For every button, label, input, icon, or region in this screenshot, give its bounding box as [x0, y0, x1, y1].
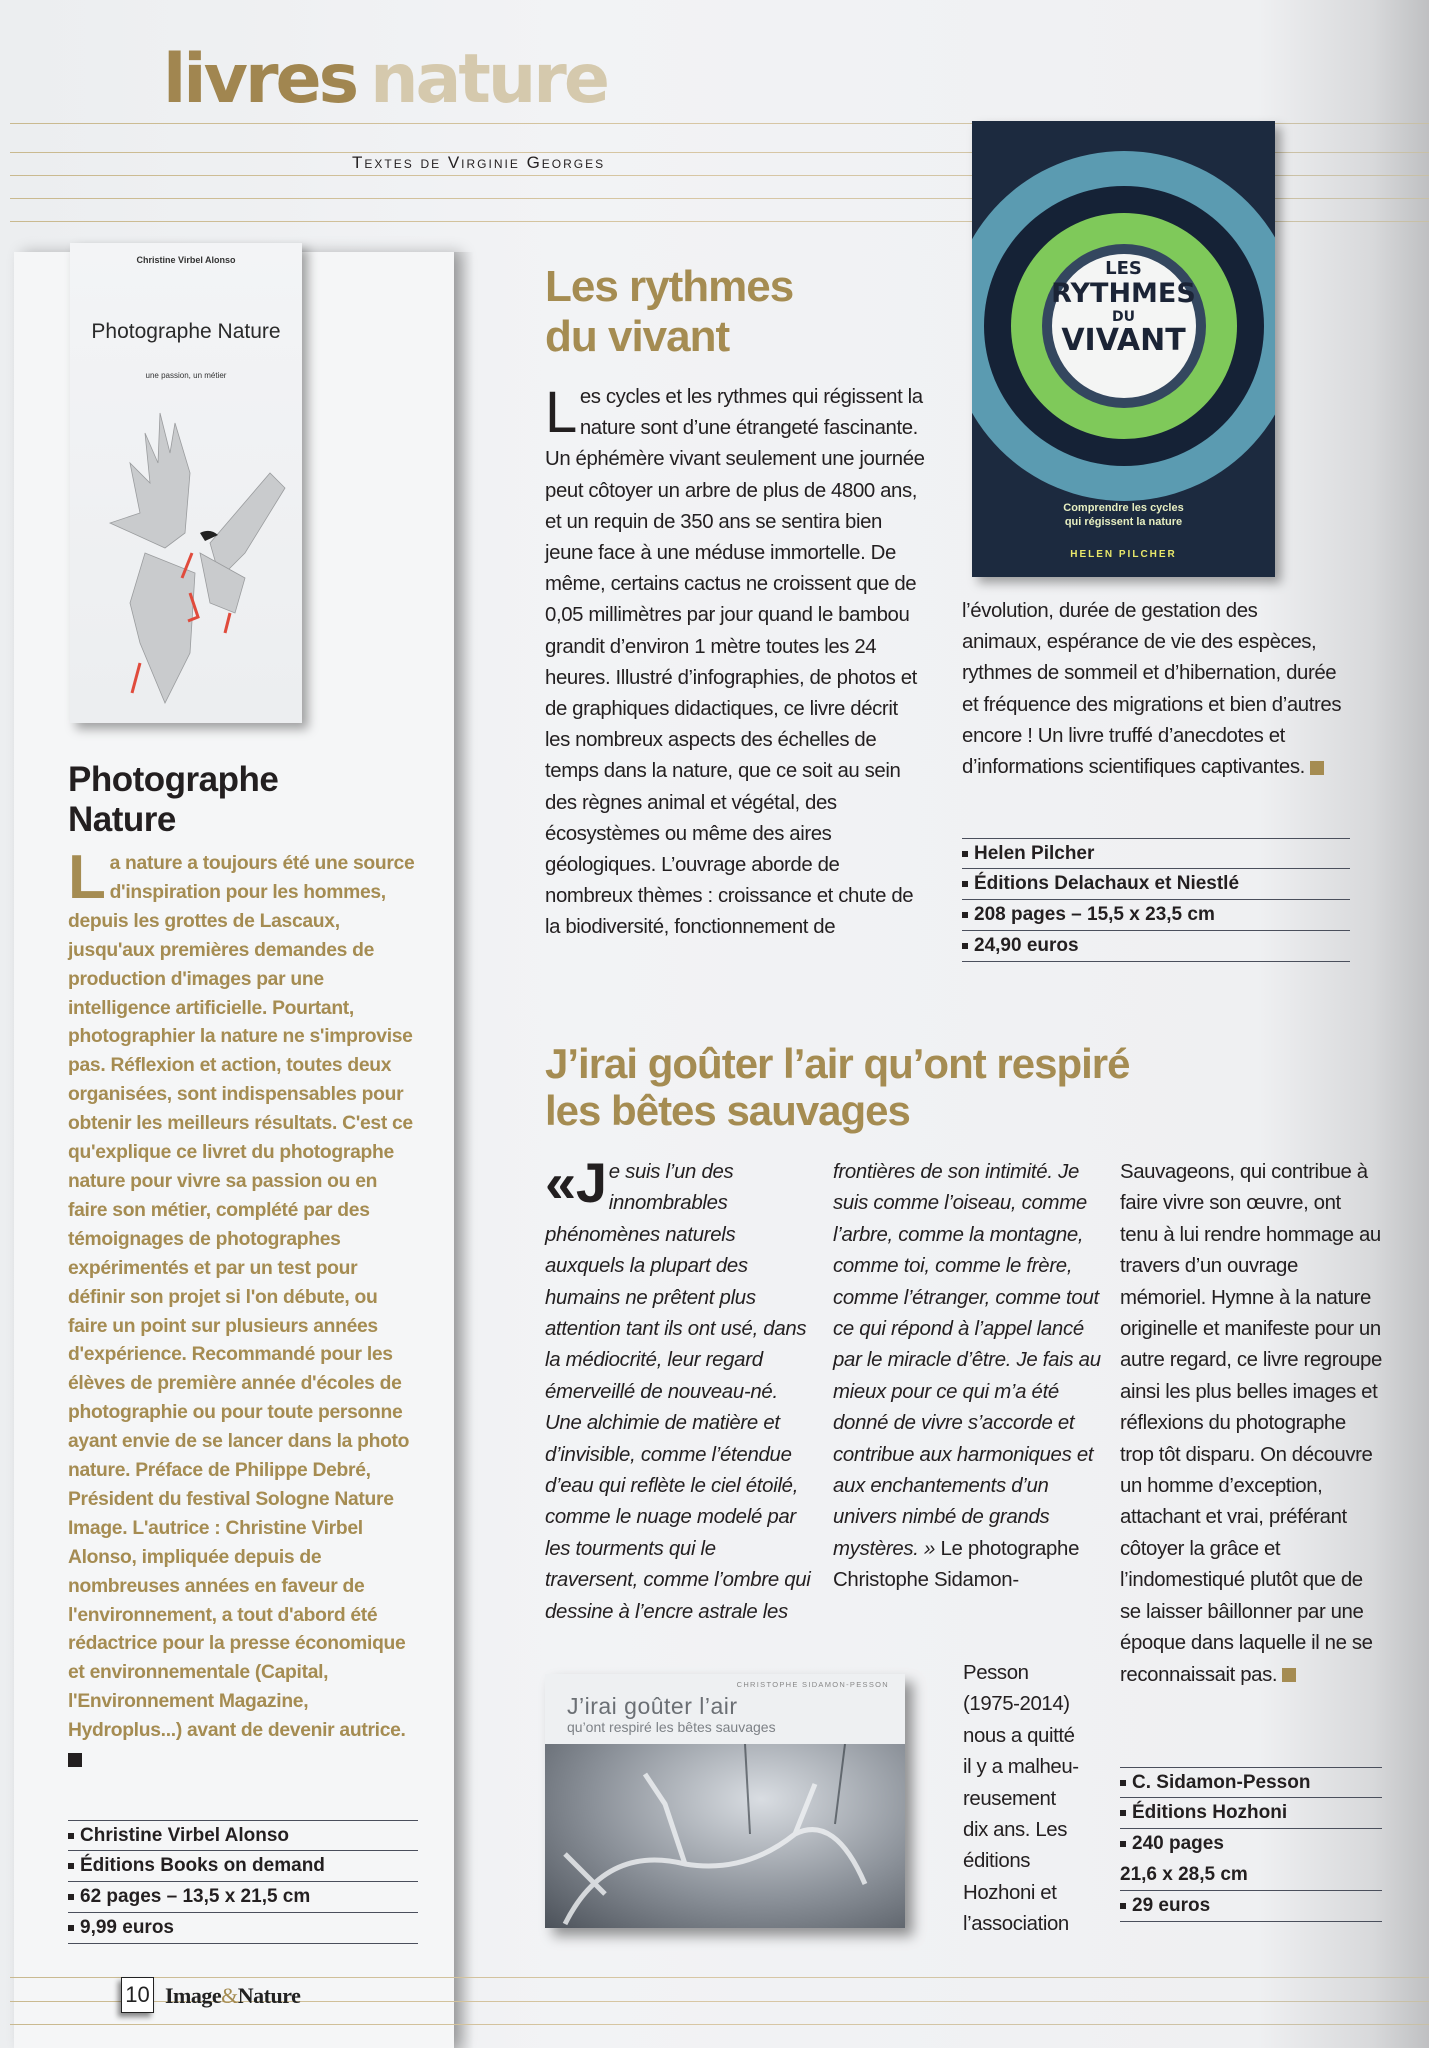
cover-title-line: RYTHMES [1051, 278, 1196, 309]
info-text: Éditions Hozhoni [1132, 1802, 1288, 1823]
article3-heading [545, 1040, 1129, 1134]
article3-col2-text: Le photographe Christophe Sidamon- [833, 1537, 1080, 1592]
bullet-icon [1120, 1780, 1126, 1786]
info-price [1120, 1891, 1382, 1922]
cover-title-line: LES [1105, 258, 1142, 279]
info-text: 240 pages [1132, 1833, 1224, 1854]
section-title-nature: nature [370, 40, 607, 119]
cover-title: J’irai goûter l’air [567, 1693, 738, 1719]
article2-col1-text: es cycles et les rythmes qui régissent la nature sont d’une étrangeté fascinante. Un éphémère vivant seulement une journée peut côtoyer un arbre de plus de 4800 ans, et un requin de 350 ans se sentira bien jeune face à une méduse immortelle. De même, certains cactus ne croissent que de 0,05 millimètres par jour quand le bambou grandit d’environ 1 mètre toutes les 24 heures. Illustré d’infographies, de photos et de graphiques didactiques, ce livre décrit les nombreux aspects des échelles de temps dans la nature, que ce soit au sein des règnes animal et végétal, des écosystèmes ou même des aires géologiques. L’ouvrage aborde de nombreux thèmes : croissance et chute de la biodiversité, fonctionnement de [545, 386, 925, 939]
article2-col2-text: l’évolution, durée de gestation des animaux, espérance de vie des espèces, rythmes de sommeil et d’hibernation, durée et fréquence des migrations et bien d’autres encore ! Un livre truffé d’anecdotes et d’informations scientifiques captivantes. [962, 600, 1342, 779]
book-cover-photographe-nature [70, 243, 302, 723]
info-dimensions [1120, 1860, 1382, 1891]
info-text: 21,6 x 28,5 cm [1120, 1864, 1248, 1885]
article1-body-text: a nature a toujours été une source d'inspiration pour les hommes, depuis les grottes de Lascaux, jusqu'aux premières demandes de production d'images par une intelligence artificielle. Pourtant, photographier la nature ne s'improvise pas. Réflexion et action, toutes deux organisées, sont indispensables pour obtenir les meilleurs résultats. C'est ce qu'explique ce livret du photographe nature pour vivre sa passion ou en faire son métier, complété par des témoignages de photographes expérimentés et par un test pour définir son projet si l'on débute, ou faire un point sur plusieurs années d'expérience. Recommandé pour les élèves de première année d'écoles de photographie ou pour toute personne ayant envie de se lancer dans la photo nature. Préface de Philippe Debré, Président du festival Sologne Nature Image. L'autrice : Christine Virbel Alonso, impliquée depuis de nombreuses années en faveur de l'environnement, a tout d'abord été rédactrice pour la presse économique et environnementale (Capital, l'Environnement Magazine, Hydroplus...) avant de devenir autrice. [68, 853, 415, 1742]
end-mark-icon [1282, 1668, 1296, 1682]
text-line: Hozhoni et [963, 1881, 1057, 1904]
cover-tagline: qui régissent la nature [1064, 516, 1183, 528]
info-publisher [1120, 1798, 1382, 1829]
panel-shadow [454, 252, 474, 2048]
text-line: éditions [963, 1850, 1031, 1873]
info-text: Éditions Books on demand [80, 1855, 325, 1876]
article3-col3-text: Sauvageons, qui contribue à faire vivre son œuvre, ont tenu à lui rendre hommage au travers d’un ouvrage mémoriel. Hymne à la nature originelle et manifeste pour un autre regard, ce livre regroupe ainsi les plus belles images et réflexions du photographe trop tôt disparu. On découvre un homme d’exception, attachant et vrai, préférant côtoyer la grâce et l’indomestiqué plutôt que de se laisser bâillonner par une époque dans laquelle il ne se reconnaissait pas. [1120, 1161, 1382, 1686]
cover-title-line: VIVANT [1061, 323, 1186, 358]
text-line: Pesson [963, 1662, 1029, 1684]
book-cover-rythmes-du-vivant [972, 121, 1275, 577]
text-line: reusement [963, 1787, 1056, 1810]
text-line: dix ans. Les [963, 1819, 1068, 1842]
text-line: l’association [963, 1913, 1069, 1936]
bullet-icon [1120, 1810, 1126, 1816]
cover-tagline: Comprendre les cycles [1063, 502, 1184, 514]
end-mark-icon [1310, 761, 1324, 775]
article2-body-col1 [545, 382, 927, 944]
info-publisher [962, 869, 1350, 900]
text-line: il y a malheu- [963, 1756, 1079, 1779]
article1-heading [68, 760, 278, 840]
info-author [68, 1820, 418, 1851]
article3-col1-text: e suis l’un des innombrables phénomènes naturels auxquels la plupart des humains ne prêtent plus attention tant ils ont usé, dans la médiocrité, leur regard émerveillé de nouveau-né. Une alchimie de matière et d’invisible, comme l’étendue d’eau qui reflète le ciel étoilé, comme le nuage modelé par les tourments qui le traversent, comme l’ombre qui dessine à l’encre astrale les [545, 1161, 811, 1623]
quote-glyph: « [545, 1151, 576, 1214]
section-title [163, 40, 607, 119]
cover-author: CHRISTOPHE SIDAMON-PESSON [736, 1680, 889, 1689]
heading-line: Nature [68, 800, 176, 839]
cover-title-line: DU [1112, 309, 1135, 325]
bullet-icon [68, 1863, 74, 1869]
bullet-icon [962, 851, 968, 857]
info-text: 62 pages – 13,5 x 21,5 cm [80, 1886, 311, 1907]
bullet-icon [1120, 1903, 1126, 1909]
info-text: C. Sidamon-Pesson [1132, 1772, 1311, 1793]
dropcap: L [545, 380, 577, 445]
info-text: 29 euros [1132, 1895, 1211, 1916]
info-price [962, 931, 1350, 962]
bullet-icon [68, 1925, 74, 1931]
article3-info-box [1120, 1767, 1382, 1922]
info-pages [68, 1882, 418, 1913]
dropcap: J [575, 1151, 607, 1214]
info-text: Helen Pilcher [974, 843, 1095, 864]
text-line: nous a quitté [963, 1724, 1075, 1747]
article3-col3 [1120, 1157, 1382, 1691]
magazine-ampersand: & [221, 1983, 238, 2008]
end-mark-icon [68, 1753, 82, 1767]
cover-author: HELEN PILCHER [1070, 549, 1177, 560]
bullet-icon [962, 912, 968, 918]
forest-photo-image [545, 1744, 905, 1928]
page-number: 10 [121, 1977, 154, 2013]
cover-subtitle: une passion, un métier [145, 371, 227, 380]
heading-line: les bêtes sauvages [545, 1087, 910, 1134]
article2-heading [545, 262, 793, 362]
byline: Textes de Virginie Georges [352, 153, 606, 172]
article3-col2 [833, 1157, 1105, 1597]
terns-illustration-icon [70, 403, 302, 723]
info-pages [1120, 1829, 1382, 1860]
book-cover-jirai-gouter-lair [545, 1674, 905, 1928]
dropcap: L [68, 843, 106, 912]
bullet-icon [68, 1894, 74, 1900]
info-text: 9,99 euros [80, 1917, 174, 1938]
magazine-name-part: Nature [237, 1983, 301, 2008]
info-text: Éditions Delachaux et Niestlé [974, 873, 1240, 894]
text-line: (1975-2014) [963, 1693, 1070, 1716]
cover-author: Christine Virbel Alonso [136, 255, 236, 265]
magazine-name [165, 1983, 300, 2009]
cover-title: Photographe Nature [91, 320, 281, 343]
article1-info-box [68, 1820, 418, 1944]
article3-col1 [545, 1151, 813, 1628]
info-price [68, 1913, 418, 1944]
info-author [1120, 1767, 1382, 1798]
bullet-icon [962, 881, 968, 887]
article1-body [68, 843, 416, 1775]
info-text: Christine Virbel Alonso [80, 1825, 290, 1846]
section-title-livres: livres [163, 40, 357, 119]
info-text: 208 pages – 15,5 x 23,5 cm [974, 904, 1215, 925]
article3-col2-narrow [963, 1658, 1083, 1941]
magazine-name-part: Image [165, 1983, 222, 2008]
info-publisher [68, 1851, 418, 1882]
info-pages [962, 900, 1350, 931]
cover-subtitle: qu’ont respiré les bêtes sauvages [567, 1719, 776, 1735]
bullet-icon [962, 943, 968, 949]
heading-line: Les rythmes [545, 262, 794, 311]
fallen-tree-icon [545, 1744, 905, 1928]
bullet-icon [1120, 1841, 1126, 1847]
article3-col2-italic-text: frontières de son intimité. Je suis comme l’oiseau, comme l’arbre, comme la montagne, comme toi, comme le frère, comme l’étranger, comme tout ce qui répond à l’appel lancé par le miracle d’être. Je fais au mieux pour ce qui m’a été donné de vivre s’accorde et contribue aux harmoniques et aux enchantements d’un univers nimbé de grands mystères. » [833, 1161, 1101, 1560]
info-text: 24,90 euros [974, 935, 1079, 956]
quote-mark [545, 1151, 607, 1214]
info-author [962, 838, 1350, 869]
article2-body-col2 [962, 596, 1342, 783]
bullet-icon [68, 1833, 74, 1839]
heading-line: J’irai goûter l’air qu’ont respiré [545, 1040, 1130, 1087]
article2-info-box [962, 838, 1350, 962]
heading-line: Photographe [68, 760, 279, 799]
heading-line: du vivant [545, 312, 730, 361]
